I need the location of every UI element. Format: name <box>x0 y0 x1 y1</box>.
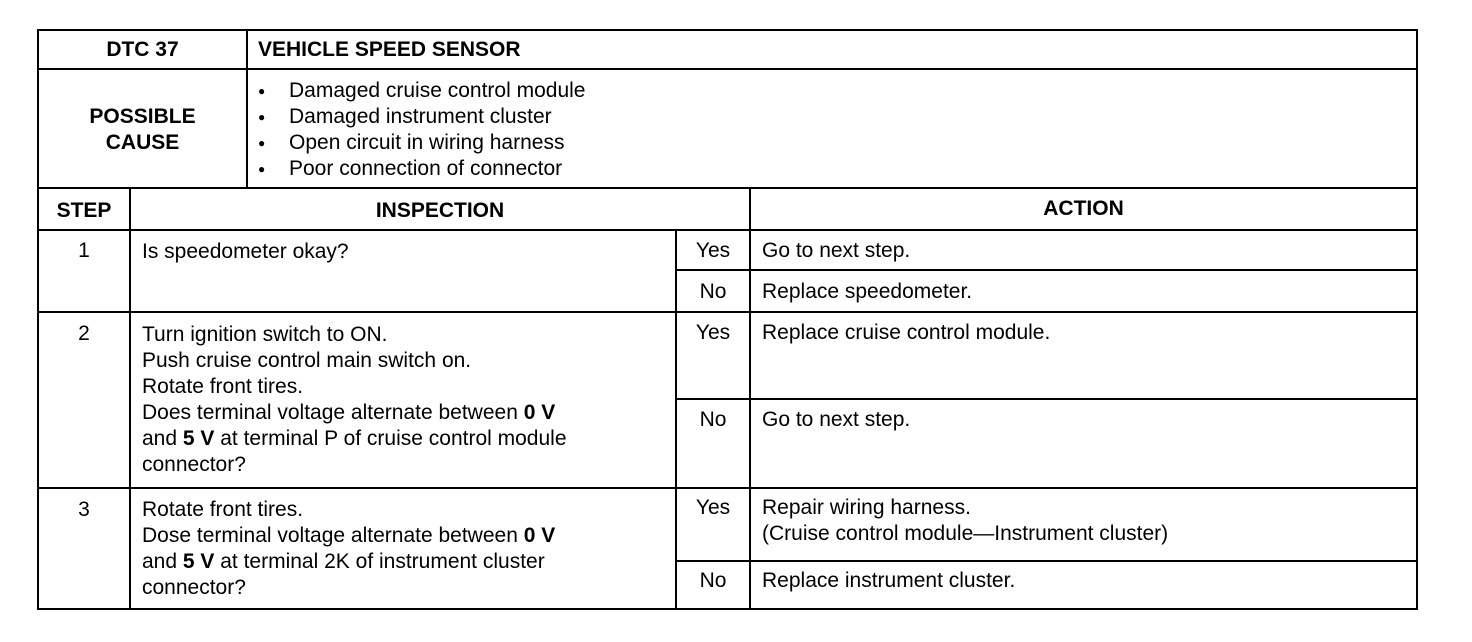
yes-label: Yes <box>695 321 731 344</box>
possible-cause-label: POSSIBLE CAUSE <box>89 105 196 154</box>
no-label: No <box>699 280 727 303</box>
column-inspection: INSPECTION <box>375 199 505 222</box>
rule-step-divider <box>129 187 131 610</box>
step-action-no: Go to next step. <box>762 408 911 431</box>
step-action-yes: Go to next step. <box>762 239 911 262</box>
no-label: No <box>699 569 727 592</box>
rule-header-divider <box>246 29 248 188</box>
cause-item: ● Damaged instrument cluster <box>258 104 585 130</box>
no-label: No <box>699 408 727 431</box>
column-action: ACTION <box>1043 197 1124 220</box>
cause-item: ● Open circuit in wiring harness <box>258 130 585 156</box>
step-inspection: Rotate front tires. Dose terminal voltage alternate between 0 V and 5 V at terminal 2K of instrument cluster connector? <box>142 498 556 599</box>
possible-cause-list <box>258 78 585 182</box>
step-action-no: Replace speedometer. <box>762 280 973 303</box>
step-action-yes: Repair wiring harness. (Cruise control module—Instrument cluster) <box>762 496 1169 545</box>
step-action-yes: Replace cruise control module. <box>762 321 1051 344</box>
rule-inspection-action-divider <box>749 187 751 610</box>
cause-item: ● Poor connection of connector <box>258 156 585 182</box>
dtc-title: VEHICLE SPEED SENSOR <box>258 38 521 61</box>
rule-step2-bottom <box>37 487 1418 489</box>
rule-step1-bottom <box>37 311 1418 313</box>
column-step: STEP <box>56 199 112 222</box>
yes-label: Yes <box>695 239 731 262</box>
rule-cause-bottom <box>37 187 1418 189</box>
rule-columns-bottom <box>37 229 1418 231</box>
rule-step1-mid <box>675 269 1418 271</box>
step-action-no: Replace instrument cluster. <box>762 569 1016 592</box>
step-inspection: Turn ignition switch to ON. Push cruise control main switch on. Rotate front tires. Does terminal voltage alternate between 0 V and 5 V at terminal P of cruise control module connector? <box>142 323 567 476</box>
step-number: 3 <box>78 498 90 521</box>
dtc-code: DTC 37 <box>106 38 179 61</box>
step-inspection: Is speedometer okay? <box>142 240 349 263</box>
rule-step2-mid <box>675 398 1418 400</box>
rule-header-bottom <box>37 68 1418 70</box>
cause-item: ● Damaged cruise control module <box>258 78 585 104</box>
yes-label: Yes <box>695 496 731 519</box>
step-number: 1 <box>78 239 90 262</box>
rule-step3-mid <box>675 560 1418 562</box>
step-number: 2 <box>78 322 90 345</box>
